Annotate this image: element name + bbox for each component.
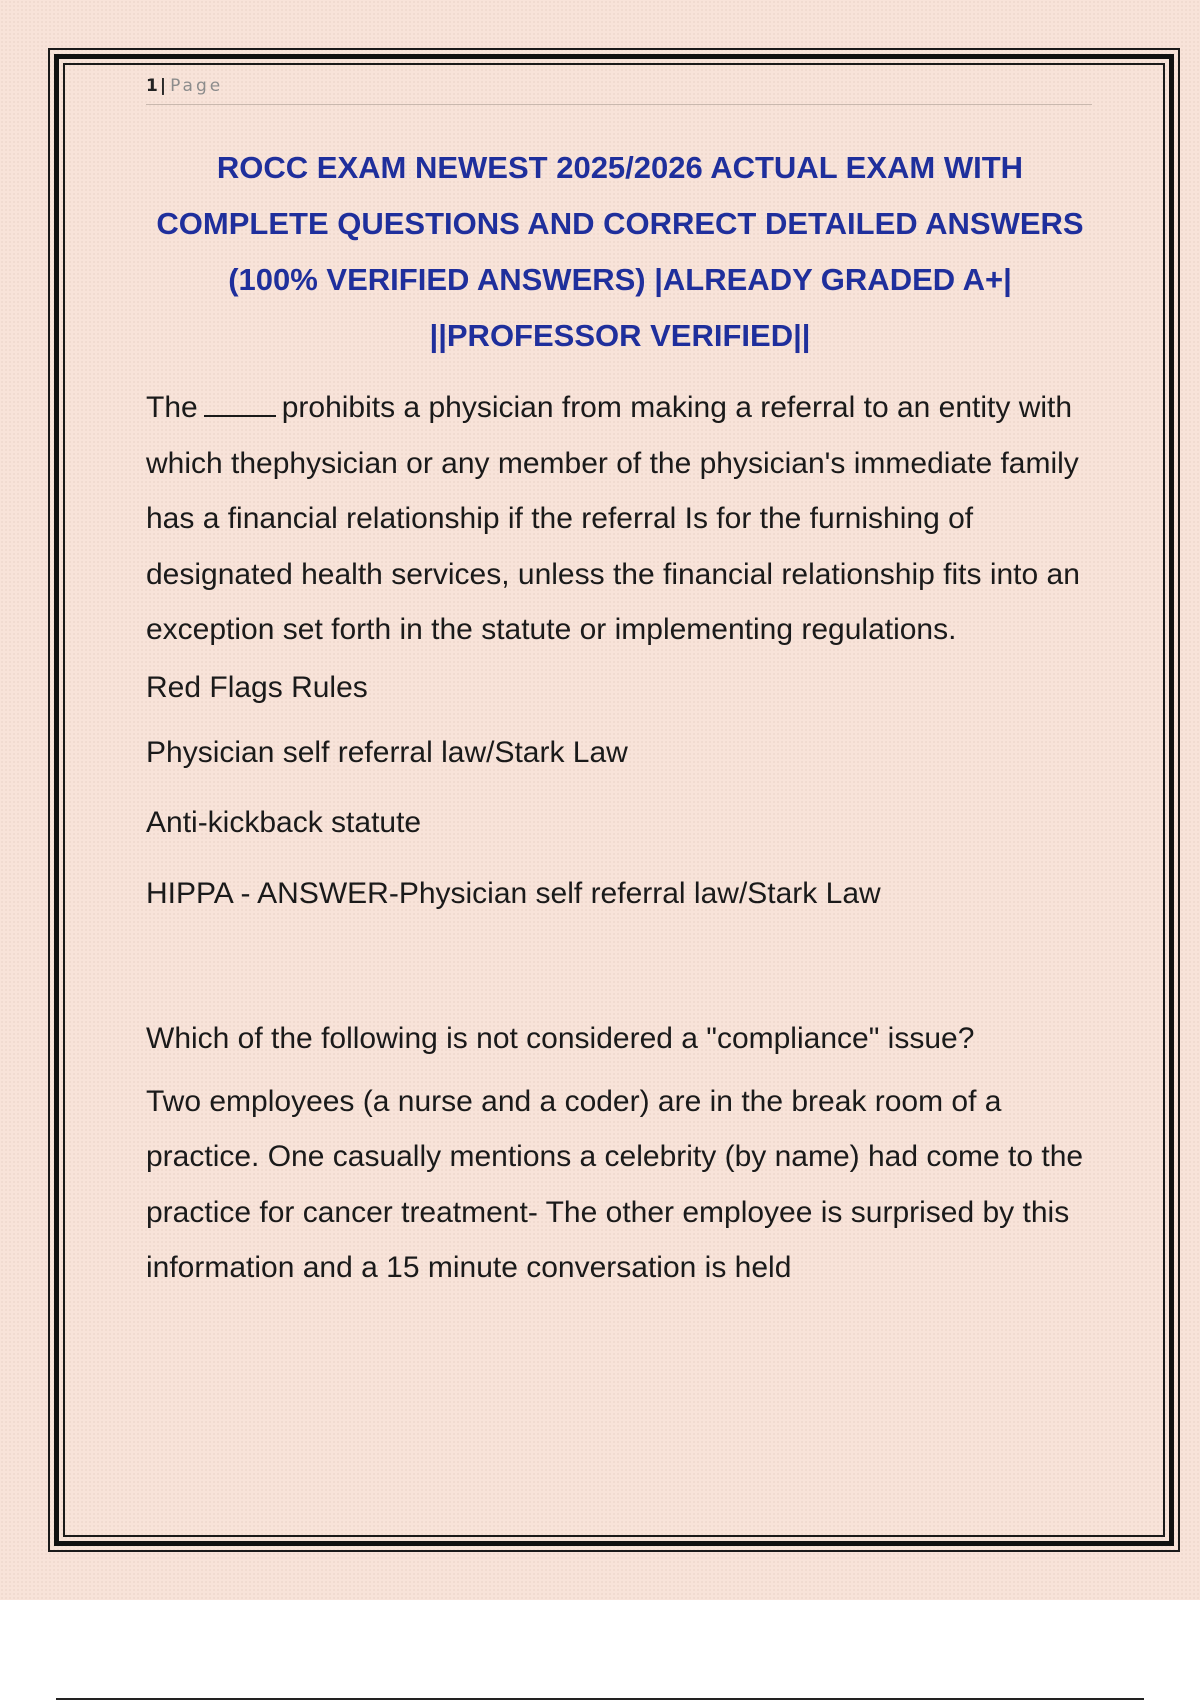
option-2: Physician self referral law/Stark Law: [146, 735, 628, 769]
page-label: Page: [170, 76, 224, 96]
question-2: Which of the following is not considered a "compliance" issue?: [146, 1021, 975, 1055]
document-title: ROCC EXAM NEWEST 2025/2026 ACTUAL EXAM WITH COMPLETE QUESTIONS AND CORRECT DETAILED ANSWERS (100% VERIFIED ANSWERS) |ALREADY GRADED A+| ||PROFESSOR VERIFIED||: [156, 150, 1084, 353]
page-header: [146, 74, 1092, 105]
answer-line: HIPPA - ANSWER-Physician self referral law/Stark Law: [146, 876, 881, 910]
question-2-option-1: Two employees (a nurse and a coder) are in the break room of a practice. One casually mentions a celebrity (by name) had come to the practice for cancer treatment- The other employee is surprised by this information and a 15 minute conversation is held: [146, 1084, 1084, 1284]
page-number: 1: [146, 76, 158, 96]
question-1: [146, 380, 1106, 658]
header-separator: |: [159, 76, 167, 96]
option-3: Anti-kickback statute: [146, 805, 422, 839]
question-1-text: prohibits a physician from making a referral to an entity with which thephysician or any member of the physician's immediate family has a financial relationship if the referral Is for the furnishing of designated health services, unless the financial relationship fits into an exception set forth in the statute or implementing regulations.: [146, 391, 1080, 646]
option-1: Red Flags Rules: [146, 670, 368, 704]
fill-in-blank: [204, 393, 276, 417]
document-content: [146, 380, 1106, 1296]
question-1-prefix: The: [146, 391, 198, 424]
